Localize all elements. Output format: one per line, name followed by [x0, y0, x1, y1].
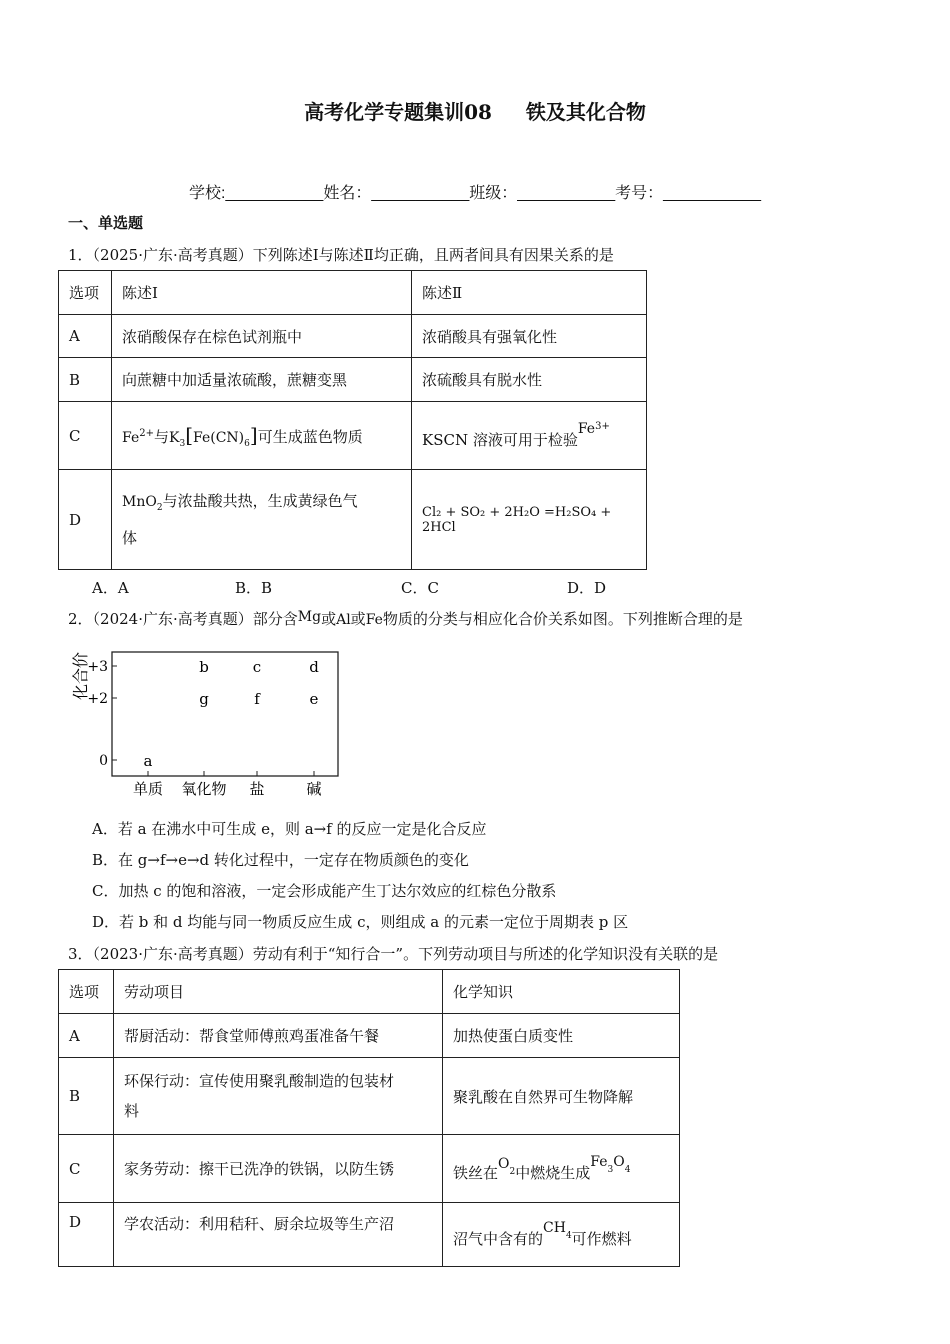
chart-point-e: e	[309, 690, 319, 708]
q3-header: 选项	[59, 970, 114, 1014]
q1-options	[92, 577, 606, 598]
chart-point-g: g	[199, 690, 209, 708]
chart-ytick-label: 0	[99, 753, 108, 769]
q1-option[interactable]: D．D	[567, 579, 607, 597]
student-info: 学校:___________姓名：___________班级：___________考号：___________	[189, 185, 761, 202]
q1-table	[58, 270, 647, 570]
q3-table	[58, 969, 680, 1267]
q1-header: 陈述Ⅰ	[112, 271, 412, 315]
q3-cell: 沼气中含有的$CH^4$可作燃料	[443, 1203, 680, 1267]
q1-header: 选项	[59, 271, 112, 315]
q3-header: 化学知识	[443, 970, 680, 1014]
section-heading: 一、单选题	[68, 214, 144, 232]
chart-point-a: a	[143, 752, 153, 770]
q3-header: 劳动项目	[114, 970, 443, 1014]
chart-xtick-label: 氧化物	[181, 780, 227, 798]
q1-cell: 浓硝酸保存在棕色试剂瓶中	[112, 315, 412, 358]
q2-stem: 2．（2024·广东·高考真题）部分含Mg或Al或Fe物质的分类与相应化合价关系如图。下列推断合理的是	[68, 609, 743, 628]
chart-point-c: c	[252, 658, 262, 676]
q1-cell: $Fe^{2+}$与$K_3[Fe(CN)_6]$可生成蓝色物质	[112, 402, 412, 470]
q3-cell: 学农活动：利用秸秆、厨余垃圾等生产沼	[114, 1203, 443, 1267]
q3-cell: C	[59, 1135, 114, 1203]
q3-cell: 加热使蛋白质变性	[443, 1014, 680, 1058]
q3-cell: D	[59, 1203, 114, 1267]
q3-cell: 铁丝在$O^2$中燃烧生成$Fe^3O^4$	[443, 1135, 680, 1203]
q2-choice[interactable]: B．在 g→f→e→d 转化过程中，一定存在物质颜色的变化	[92, 851, 469, 869]
chart-xtick-label: 单质	[132, 780, 164, 798]
chart-xtick-label: 碱	[306, 780, 322, 798]
q1-header: 陈述Ⅱ	[412, 271, 647, 315]
q3-cell: 聚乳酸在自然界可生物降解	[443, 1058, 680, 1135]
q1-option[interactable]: A．A	[92, 579, 129, 597]
q3-cell: 家务劳动：擦干已洗净的铁锅，以防生锈	[114, 1135, 443, 1203]
q1-cell: 浓硫酸具有脱水性	[412, 358, 647, 402]
q1-option[interactable]: B．B	[235, 579, 273, 597]
q3-stem: 3．（2023·广东·高考真题）劳动有利于“知行合一”。下列劳动项目与所述的化学知识没有关联的是	[68, 945, 719, 963]
valence-chart	[68, 642, 368, 802]
q1-cell: D	[59, 470, 112, 570]
q1-cell: 浓硝酸具有强氧化性	[412, 315, 647, 358]
chart-ylabel: 化合价	[71, 651, 90, 701]
chart-point-f: f	[254, 690, 260, 708]
chart-ytick-label: +3	[87, 659, 108, 675]
q3-cell: 环保行动：宣传使用聚乳酸制造的包装材 料	[114, 1058, 443, 1135]
q3-cell: A	[59, 1014, 114, 1058]
q2-choice[interactable]: C．加热 c 的饱和溶液，一定会形成能产生丁达尔效应的红棕色分散系	[92, 882, 557, 900]
q1-cell: KSCN 溶液可用于检验$Fe^{3+}$	[412, 402, 647, 470]
q1-cell: 向蔗糖中加适量浓硫酸，蔗糖变黑	[112, 358, 412, 402]
page-title: 高考化学专题集训08 铁及其化合物	[304, 100, 646, 124]
q1-cell: A	[59, 315, 112, 358]
q3-cell: 帮厨活动：帮食堂师傅煎鸡蛋准备午餐	[114, 1014, 443, 1058]
chart-point-b: b	[199, 658, 209, 676]
q1-cell: C	[59, 402, 112, 470]
chart-ytick-label: +2	[87, 691, 108, 707]
q1-cell: MnO$_2$与浓盐酸共热，生成黄绿色气 体	[112, 470, 412, 570]
chart-xtick-label: 盐	[249, 780, 265, 798]
q3-cell: B	[59, 1058, 114, 1135]
q1-cell: Cl₂ + SO₂ + 2H₂O =H₂SO₄ + 2HCl	[412, 470, 647, 570]
q1-cell: B	[59, 358, 112, 402]
q2-choice[interactable]: D．若 b 和 d 均能与同一物质反应生成 c，则组成 a 的元素一定位于周期表 p 区	[92, 913, 629, 931]
chart-point-d: d	[309, 658, 319, 676]
q1-option[interactable]: C．C	[401, 579, 439, 597]
q2-choice[interactable]: A．若 a 在沸水中可生成 e，则 a→f 的反应一定是化合反应	[92, 820, 487, 838]
q1-stem: 1．（2025·广东·高考真题）下列陈述Ⅰ与陈述Ⅱ均正确，且两者间具有因果关系的是	[68, 246, 614, 264]
